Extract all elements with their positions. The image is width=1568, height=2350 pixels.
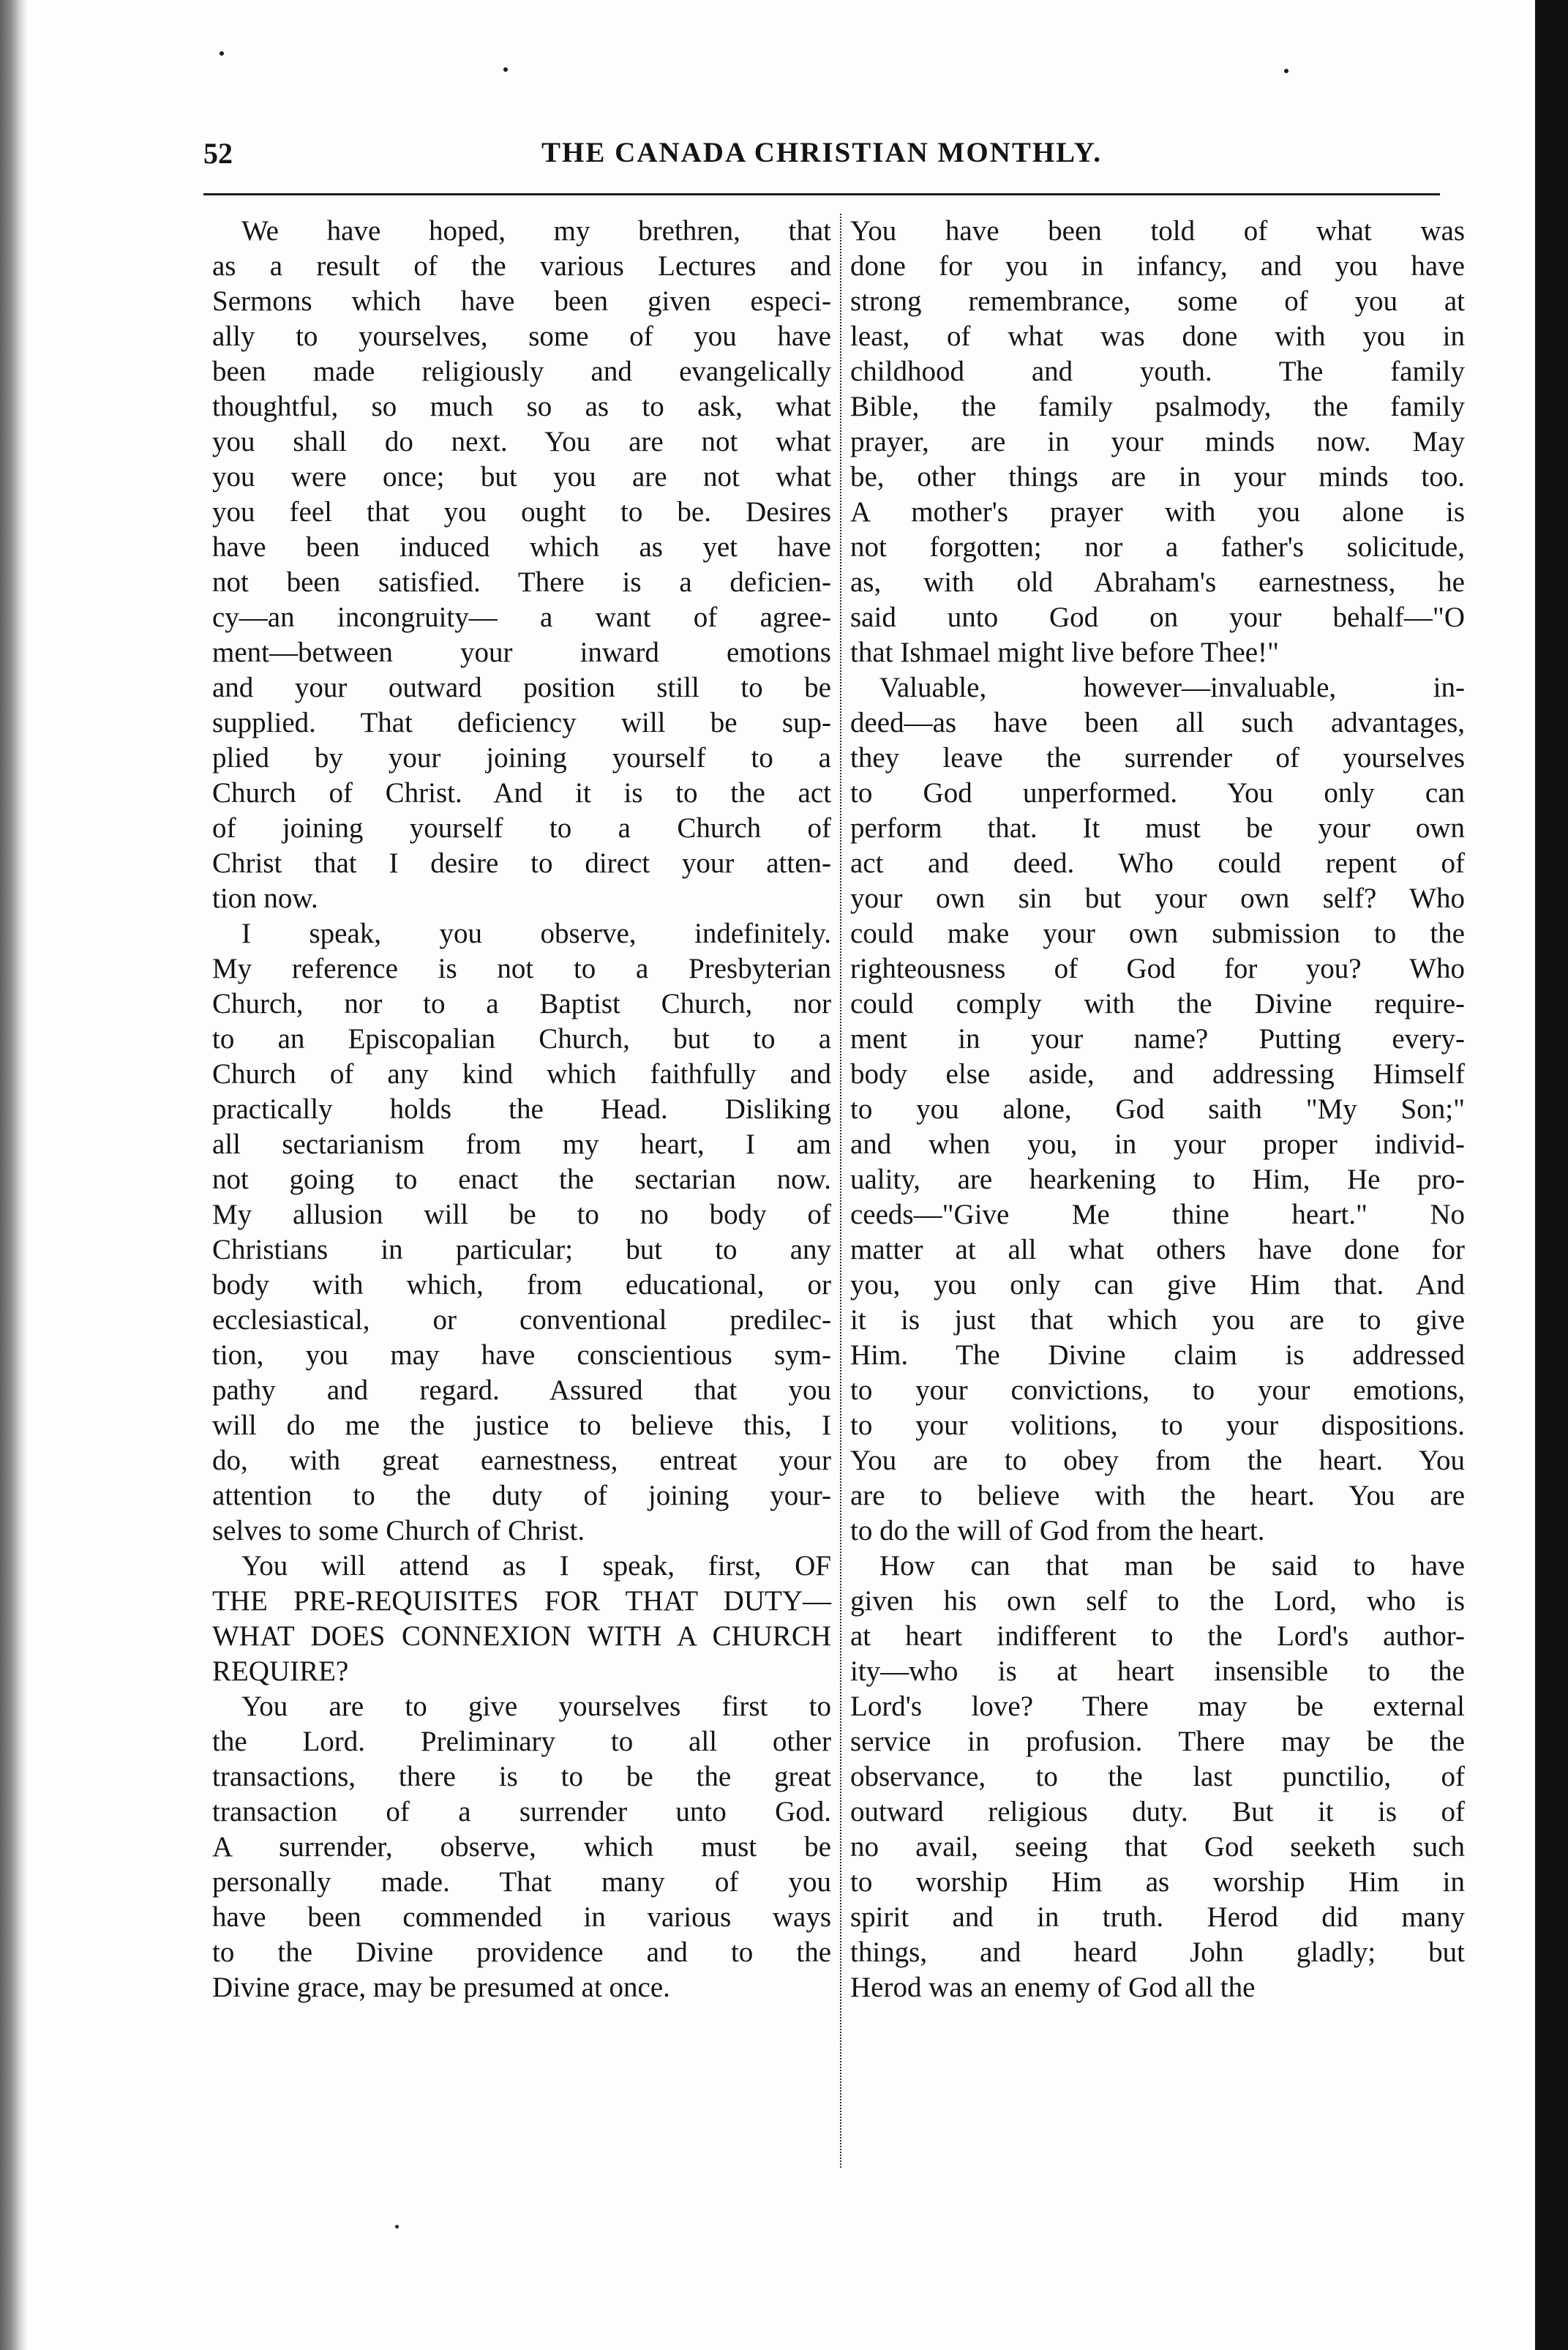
text-line: do, with great earnestness, entreat your [212, 1445, 831, 1476]
column-divider [840, 214, 841, 2168]
header-rule [203, 193, 1440, 195]
text-line: to God unperformed. You only can [850, 777, 1465, 809]
text-line: all sectarianism from my heart, I am [212, 1129, 831, 1160]
text-line: cy—an incongruity— a want of agree- [212, 602, 831, 633]
text-line: pathy and regard. Assured that you [212, 1374, 831, 1406]
text-line: been made religiously and evangelically [212, 356, 831, 387]
text-line: Church of any kind which faithfully and [212, 1058, 831, 1090]
text-line: perform that. It must be your own [850, 812, 1465, 844]
text-line: not been satisfied. There is a deficien- [212, 566, 831, 598]
text-line: as a result of the various Lectures and [212, 250, 831, 282]
running-title: THE CANADA CHRISTIAN MONTHLY. [541, 137, 1102, 168]
text-line: thoughtful, so much so as to ask, what [212, 391, 831, 422]
text-line: done for you in infancy, and you have [850, 250, 1465, 282]
speck-mark [395, 2225, 399, 2229]
text-line: THE PRE-REQUISITES FOR THAT DUTY— [212, 1585, 831, 1617]
text-line: Bible, the family psalmody, the family [850, 391, 1465, 422]
text-line: Valuable, however—invaluable, in- [879, 672, 1465, 703]
text-line: You are to obey from the heart. You [850, 1445, 1465, 1476]
text-line: not going to enact the sectarian now. [212, 1164, 831, 1195]
left-column [212, 214, 831, 2005]
text-line: Church of Christ. And it is to the act [212, 777, 831, 809]
text-line: transaction of a surrender unto God. [212, 1796, 831, 1827]
page-header [203, 136, 1440, 182]
text-line: personally made. That many of you [212, 1866, 831, 1898]
text-line: Christians in particular; but to any [212, 1234, 831, 1265]
text-line: of joining yourself to a Church of [212, 812, 831, 844]
text-line: the Lord. Preliminary to all other [212, 1726, 831, 1757]
text-line: tion now. [212, 883, 318, 914]
text-line: righteousness of God for you? Who [850, 953, 1465, 984]
text-line: attention to the duty of joining your- [212, 1480, 831, 1511]
text-line: least, of what was done with you in [850, 321, 1465, 352]
text-line: your own sin but your own self? Who [850, 883, 1465, 914]
text-line: Lord's love? There may be external [850, 1691, 1465, 1722]
text-line: have been commended in various ways [212, 1901, 831, 1933]
text-line: supplied. That deficiency will be sup- [212, 707, 831, 738]
page-number: 52 [203, 137, 233, 170]
text-line: Him. The Divine claim is addressed [850, 1339, 1465, 1371]
text-line: ment—between your inward emotions [212, 637, 831, 668]
text-line: things, and heard John gladly; but [850, 1936, 1465, 1968]
text-line: spirit and in truth. Herod did many [850, 1901, 1465, 1933]
text-line: could make your own submission to the [850, 918, 1465, 949]
text-line: A surrender, observe, which must be [212, 1831, 831, 1863]
text-line: selves to some Church of Christ. [212, 1515, 585, 1546]
text-line: you shall do next. You are not what [212, 426, 831, 457]
text-line: no avail, seeing that God seeketh such [850, 1831, 1465, 1863]
text-line: WHAT DOES CONNEXION WITH A CHURCH [212, 1620, 831, 1652]
text-line: matter at all what others have done for [850, 1234, 1465, 1265]
text-line: I speak, you observe, indefinitely. [241, 918, 831, 949]
text-line: to do the will of God from the heart. [850, 1515, 1265, 1546]
text-line: You are to give yourselves first to [241, 1691, 831, 1722]
text-line: that Ishmael might live before Thee!" [850, 637, 1279, 668]
text-line: ment in your name? Putting every- [850, 1023, 1465, 1055]
text-line: act and deed. Who could repent of [850, 847, 1465, 879]
text-line: Divine grace, may be presumed at once. [212, 1972, 670, 2003]
text-line: practically holds the Head. Disliking [212, 1093, 831, 1125]
text-line: A mother's prayer with you alone is [850, 496, 1465, 528]
speck-mark [503, 67, 508, 72]
text-line: to an Episcopalian Church, but to a [212, 1023, 831, 1055]
text-line: deed—as have been all such advantages, [850, 707, 1465, 738]
speck-mark [1284, 69, 1288, 73]
text-line: you, you only can give Him that. And [850, 1269, 1465, 1301]
binding-shadow [0, 0, 28, 2350]
text-line: ceeds—"Give Me thine heart." No [850, 1199, 1465, 1230]
text-line: strong remembrance, some of you at [850, 285, 1465, 317]
text-line: We have hoped, my brethren, that [241, 215, 831, 247]
text-line: My allusion will be to no body of [212, 1199, 831, 1230]
text-line: ity—who is at heart insensible to the [850, 1655, 1465, 1687]
text-line: and your outward position still to be [212, 672, 831, 703]
text-line: to you alone, God saith "My Son;" [850, 1093, 1465, 1125]
text-line: are to believe with the heart. You are [850, 1480, 1465, 1511]
text-line: as, with old Abraham's earnestness, he [850, 566, 1465, 598]
text-line: to the Divine providence and to the [212, 1936, 831, 1968]
scan-border [1535, 0, 1568, 2350]
text-line: outward religious duty. But it is of [850, 1796, 1465, 1827]
speck-mark [220, 51, 224, 56]
text-line: given his own self to the Lord, who is [850, 1585, 1465, 1617]
text-line: you were once; but you are not what [212, 461, 831, 493]
text-line: uality, are hearkening to Him, He pro- [850, 1164, 1465, 1195]
text-line: ecclesiastical, or conventional predilec- [212, 1304, 831, 1336]
text-line: it is just that which you are to give [850, 1304, 1465, 1336]
text-line: childhood and youth. The family [850, 356, 1465, 387]
text-line: they leave the surrender of yourselves [850, 742, 1465, 774]
text-line: at heart indifferent to the Lord's author- [850, 1620, 1465, 1652]
text-line: you feel that you ought to be. Desires [212, 496, 831, 528]
text-line: You will attend as I speak, first, OF [241, 1550, 831, 1582]
text-line: You have been told of what was [850, 215, 1465, 247]
text-line: body with which, from educational, or [212, 1269, 831, 1301]
text-line: will do me the justice to believe this, I [212, 1410, 831, 1441]
text-line: and when you, in your proper individ- [850, 1129, 1465, 1160]
text-line: have been induced which as yet have [212, 531, 831, 563]
text-line: Church, nor to a Baptist Church, nor [212, 988, 831, 1019]
text-line: to your convictions, to your emotions, [850, 1374, 1465, 1406]
text-line: Herod was an enemy of God all the [850, 1972, 1256, 2003]
text-line: tion, you may have conscientious sym- [212, 1339, 831, 1371]
text-line: Christ that I desire to direct your atten- [212, 847, 831, 879]
text-line: prayer, are in your minds now. May [850, 426, 1465, 457]
text-line: to worship Him as worship Him in [850, 1866, 1465, 1898]
text-line: transactions, there is to be the great [212, 1761, 831, 1792]
text-line: body else aside, and addressing Himself [850, 1058, 1465, 1090]
text-line: Sermons which have been given especi- [212, 285, 831, 317]
text-line: said unto God on your behalf—"O [850, 602, 1465, 633]
text-line: plied by your joining yourself to a [212, 742, 831, 774]
text-line: ally to yourselves, some of you have [212, 321, 831, 352]
text-line: not forgotten; nor a father's solicitude, [850, 531, 1465, 563]
text-line: My reference is not to a Presbyterian [212, 953, 831, 984]
text-line: How can that man be said to have [879, 1550, 1465, 1582]
text-line: to your volitions, to your dispositions. [850, 1410, 1465, 1441]
text-line: be, other things are in your minds too. [850, 461, 1465, 493]
text-line: REQUIRE? [212, 1655, 349, 1687]
right-column [850, 214, 1465, 2005]
text-line: could comply with the Divine require- [850, 988, 1465, 1019]
text-line: observance, to the last punctilio, of [850, 1761, 1465, 1792]
text-line: service in profusion. There may be the [850, 1726, 1465, 1757]
